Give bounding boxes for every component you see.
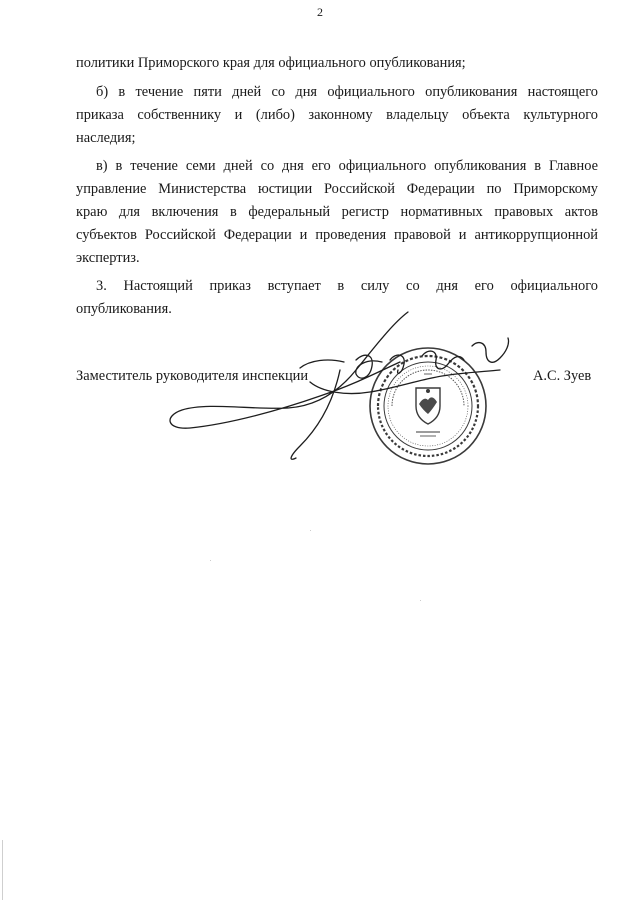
signer-name: А.С. Зуев	[533, 368, 592, 384]
text-line: краю для включения в федеральный регистр нормативных правовых актов	[76, 204, 598, 220]
text-line: управление Министерства юстиции Российской Федерации по Приморскому	[76, 181, 598, 197]
page-number: 2	[317, 5, 323, 19]
scan-speck	[210, 560, 211, 561]
scan-speck	[420, 600, 421, 601]
text-line: экспертиз.	[76, 250, 140, 266]
text-line: 3. Настоящий приказ вступает в силу со дня его официального	[96, 278, 598, 294]
text-line: наследия;	[76, 130, 136, 146]
text-line: б) в течение пяти дней со дня официального опубликования настоящего	[96, 84, 598, 100]
text-line: в) в течение семи дней со дня его официального опубликования в Главное	[96, 158, 598, 174]
handwritten-signature	[160, 300, 530, 470]
text-line: опубликования.	[76, 301, 172, 317]
scan-speck	[310, 530, 311, 531]
text-line: политики Приморского края для официального опубликования;	[76, 55, 466, 71]
margin-mark	[2, 840, 3, 900]
text-line: приказа собственнику и (либо) законному владельцу объекта культурного	[76, 107, 598, 123]
text-line: субъектов Российской Федерации и проведения правовой и антикоррупционной	[76, 227, 598, 243]
signer-title: Заместитель руководителя инспекции	[76, 368, 309, 384]
